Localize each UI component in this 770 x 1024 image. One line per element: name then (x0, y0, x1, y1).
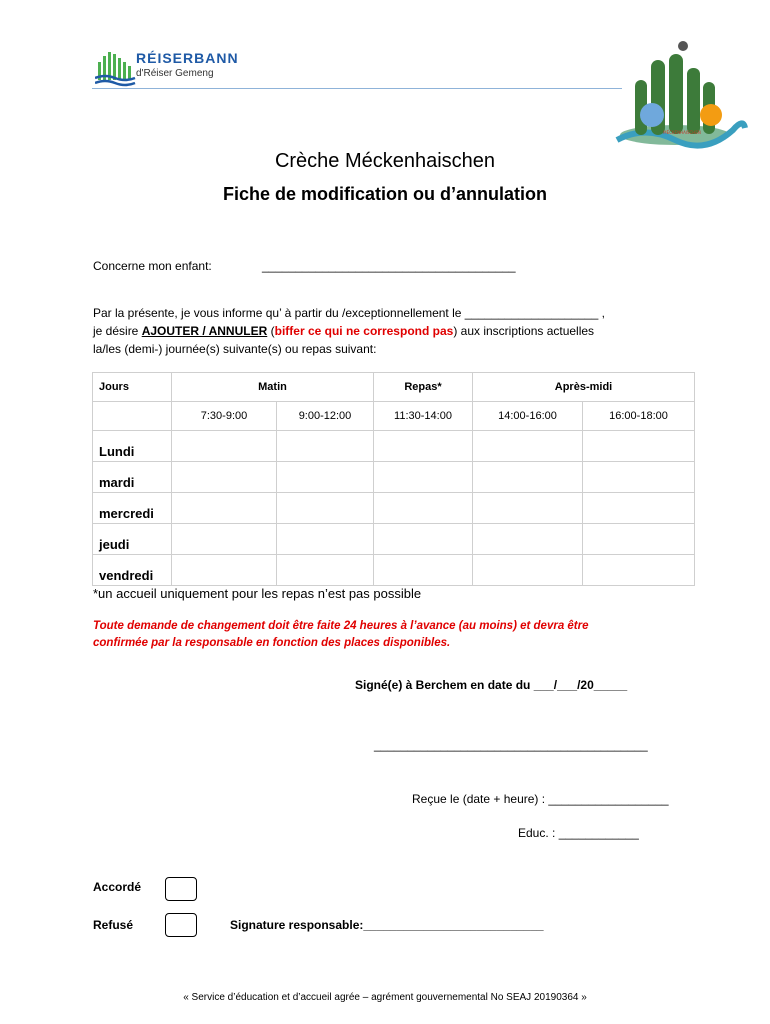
ajouter-annuler: AJOUTER / ANNULER (141, 324, 268, 338)
col-header-jours: Jours (93, 373, 172, 402)
warning-line-1: Toute demande de changement doit être faite 24 heures à l’avance (au moins) et devra être (93, 620, 589, 632)
schedule-cell[interactable] (172, 524, 277, 555)
day-label: mercredi (93, 493, 172, 524)
schedule-cell[interactable] (172, 555, 277, 586)
schedule-cell[interactable] (583, 462, 695, 493)
biffer-note: biffer ce qui ne correspond pas (274, 324, 454, 338)
col-header-apres-midi: Après-midi (473, 373, 695, 402)
received-date-field[interactable]: Reçue le (date + heure) : __________________ (412, 792, 669, 806)
intro-line-2-a: je désire (93, 324, 142, 338)
slot-label: 7:30-9:00 (172, 402, 277, 431)
intro-line-1: Par la présente, je vous informe qu’ à partir du /exceptionnellement le ____________________ , (93, 306, 605, 320)
slot-label: 9:00-12:00 (277, 402, 374, 431)
day-label: Lundi (93, 431, 172, 462)
concerne-label: Concerne mon enfant: (93, 259, 212, 273)
schedule-cell[interactable] (583, 493, 695, 524)
warning-note (93, 618, 693, 652)
page-title: Crèche Méckenhaischen (274, 150, 496, 172)
signature-blank[interactable]: _________________________________________ (374, 738, 648, 752)
schedule-cell[interactable] (374, 493, 473, 524)
col-header-matin: Matin (172, 373, 374, 402)
footnote: *un accueil uniquement pour les repas n’est pas possible (93, 586, 422, 601)
table-row (93, 462, 695, 493)
schedule-cell[interactable] (172, 462, 277, 493)
intro-line-3: la/les (demi-) journée(s) suivante(s) ou repas suivant: (93, 342, 377, 356)
table-header-row (93, 373, 695, 402)
responsible-signature-field[interactable]: Signature responsable:___________________________ (230, 918, 544, 932)
org-subtitle: d'Réiser Gemeng (136, 68, 214, 79)
schedule-cell[interactable] (473, 431, 583, 462)
schedule-cell[interactable] (374, 462, 473, 493)
col-header-repas: Repas* (374, 373, 473, 402)
schedule-cell[interactable] (277, 493, 374, 524)
table-row (93, 431, 695, 462)
schedule-cell[interactable] (277, 555, 374, 586)
accorde-label: Accordé (93, 880, 142, 894)
day-label: jeudi (93, 524, 172, 555)
table-slot-row (93, 402, 695, 431)
page-subtitle: Fiche de modification ou d’annulation (223, 184, 547, 204)
child-name-field[interactable]: ______________________________________ (262, 259, 516, 273)
svg-text:MÉCKENHAISCHEN: MÉCKENHAISCHEN (663, 130, 701, 135)
schedule-cell[interactable] (583, 431, 695, 462)
table-row (93, 524, 695, 555)
slot-label: 14:00-16:00 (473, 402, 583, 431)
schedule-cell[interactable] (172, 431, 277, 462)
schedule-cell[interactable] (277, 524, 374, 555)
org-name: RÉISERBANN (136, 50, 239, 66)
day-label: mardi (93, 462, 172, 493)
table-row (93, 493, 695, 524)
schedule-cell[interactable] (374, 555, 473, 586)
schedule-cell[interactable] (473, 493, 583, 524)
slot-label: 11:30-14:00 (374, 402, 473, 431)
educ-field[interactable]: Educ. : ____________ (518, 826, 639, 840)
slot-label: 16:00-18:00 (583, 402, 695, 431)
schedule-cell[interactable] (583, 555, 695, 586)
schedule-cell[interactable] (473, 462, 583, 493)
accorde-checkbox[interactable] (165, 877, 197, 901)
schedule-cell[interactable] (172, 493, 277, 524)
creche-logo (615, 40, 750, 160)
warning-line-2: confirmée par la responsable en fonction des places disponibles. (93, 637, 451, 649)
schedule-cell[interactable] (374, 524, 473, 555)
schedule-cell[interactable] (583, 524, 695, 555)
signed-date-line[interactable]: Signé(e) à Berchem en date du ___/___/20_____ (355, 678, 628, 692)
slot-empty-cell (93, 402, 172, 431)
footer-note: « Service d’éducation et d’accueil agrée – agrément gouvernemental No SEAJ 20190364 » (183, 992, 587, 1003)
schedule-cell[interactable] (277, 462, 374, 493)
schedule-cell[interactable] (277, 431, 374, 462)
schedule-cell[interactable] (374, 431, 473, 462)
intro-line-2-c: ) aux inscriptions actuelles (453, 324, 595, 338)
table-row (93, 555, 695, 586)
schedule-cell[interactable] (473, 524, 583, 555)
header-divider (92, 88, 622, 89)
schedule-table (92, 372, 695, 586)
refuse-checkbox[interactable] (165, 913, 197, 937)
refuse-label: Refusé (93, 918, 134, 932)
day-label: vendredi (93, 555, 172, 586)
intro-line-2 (93, 324, 594, 338)
intro-line-2-b: ( (267, 324, 275, 338)
schedule-cell[interactable] (473, 555, 583, 586)
